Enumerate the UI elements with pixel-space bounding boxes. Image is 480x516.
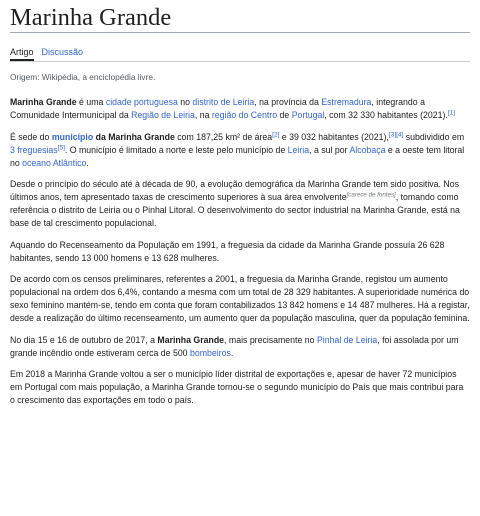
link-pinhal-leiria[interactable]: Pinhal de Leiria bbox=[316, 334, 378, 345]
link-bombeiros[interactable]: bombeiros bbox=[189, 347, 231, 358]
municipality-paragraph: É sede do município da Marinha Grande com 187,25 km² de área[2] e 39 032 habitantes (2021),[3][4] subdividido em 3 freguesias[5]. O município é limitado a norte e leste pelo município de Leiria, a sul por Alcobaça e a oeste tem litoral no oceano Atlântico. bbox=[10, 131, 465, 168]
tab-discussion[interactable]: Discussão bbox=[41, 47, 84, 57]
link-distrito-leiria[interactable]: distrito de Leiria bbox=[192, 97, 255, 107]
link-alcobaca[interactable]: Alcobaça bbox=[349, 144, 386, 155]
subject-name: Marinha Grande bbox=[10, 97, 77, 107]
link-regiao-centro[interactable]: região do Centro bbox=[211, 110, 278, 120]
link-oceano-atlantico[interactable]: oceano Atlântico bbox=[22, 157, 87, 168]
footnote-3-4[interactable]: [3][4] bbox=[388, 131, 404, 138]
namespace-tabs bbox=[10, 33, 470, 61]
link-municipio[interactable]: município bbox=[51, 131, 94, 142]
footnote-2[interactable]: [2] bbox=[272, 131, 280, 138]
link-leiria[interactable]: Leiria bbox=[287, 144, 310, 155]
census-1991-paragraph: Aquando do Recenseamento da População em 1991, a freguesia da cidade da Marinha Grande possuía 26 628 habitantes, sendo 13 000 homens e 13 628 mulheres. bbox=[10, 239, 445, 263]
citation-needed-tag[interactable]: [carece de fontes] bbox=[346, 191, 396, 199]
link-estremadura[interactable]: Estremadura bbox=[321, 97, 372, 107]
demography-paragraph: Desde o princípio do século até à década de 90, a evolução demográfica da Marinha Grande tem sido positiva. Nos últimos anos, tem apresentado taxas de crescimento superiores à sua área envolvente[carece de fontes], tomando como referência o distrito de Leiria ou o Pinhal Litoral. O desenvolvimento do sector industrial na Marinha Grande, está na base de tal crescimento populacional. bbox=[10, 179, 460, 228]
exports-paragraph: Em 2018 a Marinha Grande voltou a ser o município líder distrital de exportações e, apesar de haver 72 municípios em Portugal com mais população, a Marinha Grande tornou-se o segundo município do País que mais contribui para o crescimento das exportações em todo o país. bbox=[10, 369, 464, 405]
link-portugal[interactable]: Portugal bbox=[291, 110, 325, 120]
tabs-divider bbox=[10, 61, 470, 62]
site-subtitle: Origem: Wikipédia, a enciclopédia livre. bbox=[10, 72, 156, 82]
intro-paragraph: Marinha Grande é uma cidade portuguesa no distrito de Leiria, na província da Estremadura, integrando a Comunidade Intermunicipal da Região de Leiria, na região do Centro de Portugal, com 32 330 habitantes (2021).[1] bbox=[10, 97, 456, 120]
page-title: Marinha Grande bbox=[10, 0, 470, 33]
footnote-5[interactable]: [5] bbox=[57, 144, 65, 151]
fire-2017-paragraph: No dia 15 e 16 de outubro de 2017, a Marinha Grande, mais precisamente no Pinhal de Leiria, foi assolada por um grande incêndio onde estiveram cerca de 500 bombeiros. bbox=[10, 334, 459, 358]
link-regiao-leiria[interactable]: Região de Leiria bbox=[131, 110, 195, 120]
census-2001-paragraph: De acordo com os censos preliminares, referentes a 2001, a freguesia da Marinha Grande, registou um aumento populacional na ordem dos 6,4%, contando a mesma com um total de 28 329 habitantes. A superioridade numérica do sexo feminino mantém-se, tendo em conta que foram contabilizados 13 842 homens e 14 487 mulheres. Há a registar, desde a realização do último recenseamento, um aumento quer da população masculina, quer da população feminina. bbox=[10, 274, 470, 323]
tab-article[interactable]: Artigo bbox=[10, 47, 34, 61]
link-cidade-portuguesa[interactable]: cidade portuguesa bbox=[105, 97, 178, 107]
link-freguesias[interactable]: 3 freguesias bbox=[10, 144, 58, 155]
footnote-1[interactable]: [1] bbox=[447, 109, 456, 117]
